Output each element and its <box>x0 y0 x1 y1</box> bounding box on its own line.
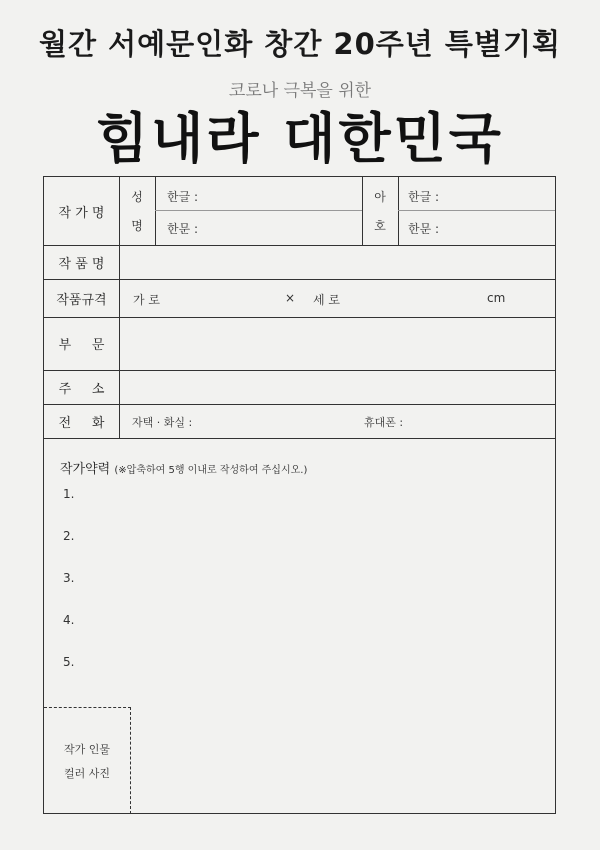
divider <box>155 177 156 245</box>
career-item[interactable]: 4. <box>63 613 75 627</box>
divider <box>155 210 362 211</box>
category-label: 부 문 <box>44 317 120 370</box>
divider <box>398 210 555 211</box>
phone-label: 전 화 <box>44 404 120 438</box>
career-heading <box>60 458 307 477</box>
top-title: 월간 서예문인화 창간 20주년 특별기획 <box>39 27 561 61</box>
work-size-row <box>44 279 555 318</box>
artist-name-row <box>44 177 555 246</box>
mobile-phone-field[interactable]: 휴대폰 : <box>364 416 404 429</box>
photo-placeholder[interactable] <box>44 707 131 814</box>
address-row <box>44 370 555 405</box>
career-item[interactable]: 5. <box>63 655 75 669</box>
category-field[interactable] <box>120 317 555 370</box>
name-hangul-field[interactable]: 한글 : <box>167 190 199 204</box>
unit-label: cm <box>487 291 506 305</box>
artist-name-label: 작 가 명 <box>44 177 120 245</box>
career-note: (※압축하여 5행 이내로 작성하여 주십시오.) <box>114 465 308 476</box>
photo-label-line2: 컬러 사진 <box>63 767 110 780</box>
subtitle: 코로나 극복을 위한 <box>228 81 372 101</box>
pen-name-label: 아 호 <box>374 190 386 233</box>
height-label: 세 로 <box>313 293 340 307</box>
category-row <box>44 317 555 371</box>
career-label: 작가약력 <box>60 462 111 477</box>
work-title-label: 작 품 명 <box>44 245 120 279</box>
career-item[interactable]: 3. <box>63 571 75 585</box>
width-label: 가 로 <box>133 293 160 307</box>
main-title: 힘내라 대한민국 <box>96 107 504 170</box>
real-name-label: 성 명 <box>131 190 143 233</box>
divider <box>398 177 399 245</box>
photo-label-line1: 작가 인물 <box>63 743 110 756</box>
pen-hangul-field[interactable]: 한글 : <box>408 190 440 204</box>
career-item[interactable]: 1. <box>63 487 75 501</box>
pen-hanja-field[interactable]: 한문 : <box>408 222 440 236</box>
phone-row <box>44 404 555 439</box>
address-field[interactable] <box>120 370 555 404</box>
work-title-field[interactable] <box>120 245 555 279</box>
work-title-row <box>44 245 555 280</box>
name-hanja-field[interactable]: 한문 : <box>167 222 199 236</box>
work-size-label: 작품규격 <box>44 279 120 317</box>
address-label: 주 소 <box>44 370 120 404</box>
times-symbol: × <box>285 291 296 305</box>
application-form <box>43 176 556 814</box>
career-item[interactable]: 2. <box>63 529 75 543</box>
home-phone-field[interactable]: 자택 · 화실 : <box>132 416 193 429</box>
